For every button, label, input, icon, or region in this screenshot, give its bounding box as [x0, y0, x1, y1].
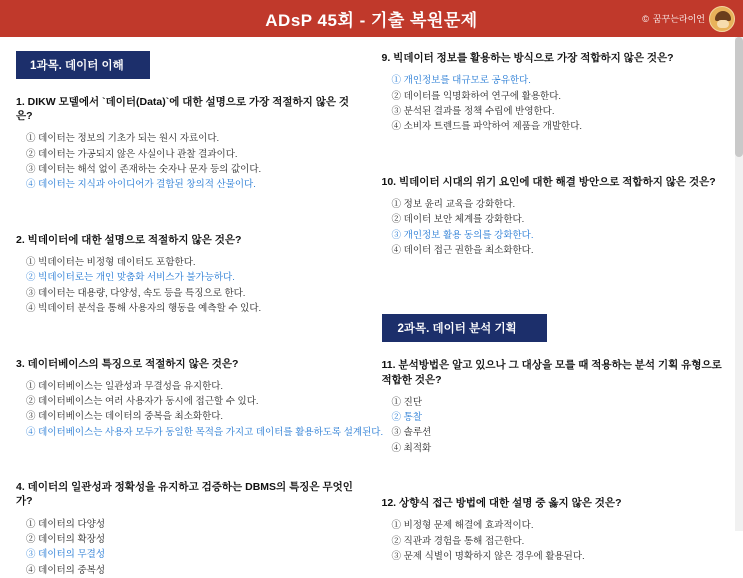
choice-option[interactable]: ② 데이터 보안 체계를 강화한다. [392, 212, 728, 227]
choice-option[interactable]: ③ 분석된 결과를 정책 수립에 반영한다. [392, 104, 728, 119]
choice-option[interactable]: ② 빅데이터로는 개인 맞춤화 서비스가 불가능하다. [26, 270, 362, 285]
choice-option[interactable]: ② 데이터의 확장성 [26, 532, 362, 547]
right-column [372, 37, 743, 531]
question-text: 9. 빅데이터 정보를 활용하는 방식으로 가장 적합하지 않은 것은? [382, 51, 728, 65]
section-header-subject-1: 1과목. 데이터 이해 [16, 51, 150, 79]
choice-option[interactable]: ① 정보 윤리 교육을 강화한다. [392, 197, 728, 212]
choice-option[interactable]: ① 개인정보를 대규모로 공유한다. [392, 73, 728, 88]
choice-list [16, 379, 362, 441]
choice-option[interactable]: ③ 데이터는 대용량, 다양성, 속도 등을 특징으로 한다. [26, 286, 362, 301]
choice-option[interactable]: ③ 데이터는 해석 없이 존재하는 숫자나 문자 등의 값이다. [26, 162, 362, 177]
brand-block [642, 0, 735, 37]
copyright-icon: © [642, 14, 649, 24]
choice-option[interactable]: ① 비정형 문제 해결에 효과적이다. [392, 518, 728, 533]
choice-option[interactable]: ② 데이터는 가공되지 않은 사실이나 관찰 결과이다. [26, 147, 362, 162]
question-3 [16, 357, 362, 441]
choice-option[interactable]: ④ 소비자 트렌드를 파악하여 제품을 개발한다. [392, 119, 728, 134]
brand-label: 꿈꾸는라이언 [653, 12, 705, 25]
choice-option[interactable]: ① 데이터는 정보의 기초가 되는 원시 자료이다. [26, 131, 362, 146]
question-1 [16, 95, 362, 193]
choice-option[interactable]: ① 데이터베이스는 일관성과 무결성을 유지한다. [26, 379, 362, 394]
choice-option[interactable]: ② 직관과 경험을 통해 접근한다. [392, 534, 728, 549]
choice-option[interactable]: ③ 솔루션 [392, 425, 728, 440]
question-text: 1. DIKW 모델에서 `데이터(Data)`에 대한 설명으로 가장 적절하지 않은 것은? [16, 95, 362, 123]
choice-option[interactable]: ① 데이터의 다양성 [26, 517, 362, 532]
question-text: 4. 데이터의 일관성과 정확성을 유지하고 검증하는 DBMS의 특징은 무엇인가? [16, 480, 362, 508]
choice-option[interactable]: ③ 데이터베이스는 데이터의 중복을 최소화한다. [26, 409, 362, 424]
choice-option[interactable]: ③ 문제 식별이 명확하지 않은 경우에 활용된다. [392, 549, 728, 564]
question-2 [16, 233, 362, 317]
choice-option[interactable]: ④ 데이터 접근 권한을 최소화한다. [392, 243, 728, 258]
choice-option[interactable]: ① 진단 [392, 395, 728, 410]
question-10 [382, 175, 728, 259]
choice-option[interactable]: ④ 데이터베이스는 사용자 모두가 동일한 목적을 가지고 데이터를 활용하도록 설계된다. [26, 425, 362, 440]
choice-option[interactable]: ④ 최적화 [392, 441, 728, 456]
page-header [0, 0, 743, 37]
question-9 [382, 51, 728, 135]
question-12 [382, 496, 728, 564]
lion-avatar-icon [709, 6, 735, 32]
choice-option[interactable]: ③ 데이터의 무결성 [26, 547, 362, 562]
choice-option[interactable]: ④ 데이터의 중복성 [26, 563, 362, 578]
choice-list [16, 255, 362, 317]
content-columns [0, 37, 743, 531]
choice-option[interactable]: ③ 개인정보 활용 동의를 강화한다. [392, 228, 728, 243]
choice-list [382, 395, 728, 457]
choice-option[interactable]: ② 통찰 [392, 410, 728, 425]
question-text: 2. 빅데이터에 대한 설명으로 적절하지 않은 것은? [16, 233, 362, 247]
choice-list [382, 197, 728, 259]
choice-list [16, 131, 362, 193]
choice-option[interactable]: ① 빅데이터는 비정형 데이터도 포함한다. [26, 255, 362, 270]
scrollbar-thumb[interactable] [735, 37, 743, 157]
choice-list [382, 518, 728, 564]
left-column [0, 37, 372, 531]
choice-list [382, 73, 728, 135]
choice-option[interactable]: ④ 빅데이터 분석을 통해 사용자의 행동을 예측할 수 있다. [26, 301, 362, 316]
choice-option[interactable]: ② 데이터를 익명화하여 연구에 활용한다. [392, 89, 728, 104]
question-text: 11. 분석방법은 알고 있으나 그 대상을 모를 때 적용하는 분석 기획 유형으로 적합한 것은? [382, 358, 728, 386]
choice-list [16, 517, 362, 578]
question-4 [16, 480, 362, 578]
question-text: 3. 데이터베이스의 특징으로 적절하지 않은 것은? [16, 357, 362, 371]
choice-option[interactable]: ④ 데이터는 지식과 아이디어가 결합된 창의적 산물이다. [26, 177, 362, 192]
section-header-subject-2: 2과목. 데이터 분석 기획 [382, 314, 547, 342]
question-text: 10. 빅데이터 시대의 위기 요인에 대한 해결 방안으로 적합하지 않은 것은? [382, 175, 728, 189]
question-text: 12. 상향식 접근 방법에 대한 설명 중 옳지 않은 것은? [382, 496, 728, 510]
question-11 [382, 358, 728, 456]
page-title: ADsP 45회 - 기출 복원문제 [265, 6, 477, 31]
choice-option[interactable]: ② 데이터베이스는 여러 사용자가 동시에 접근할 수 있다. [26, 394, 362, 409]
